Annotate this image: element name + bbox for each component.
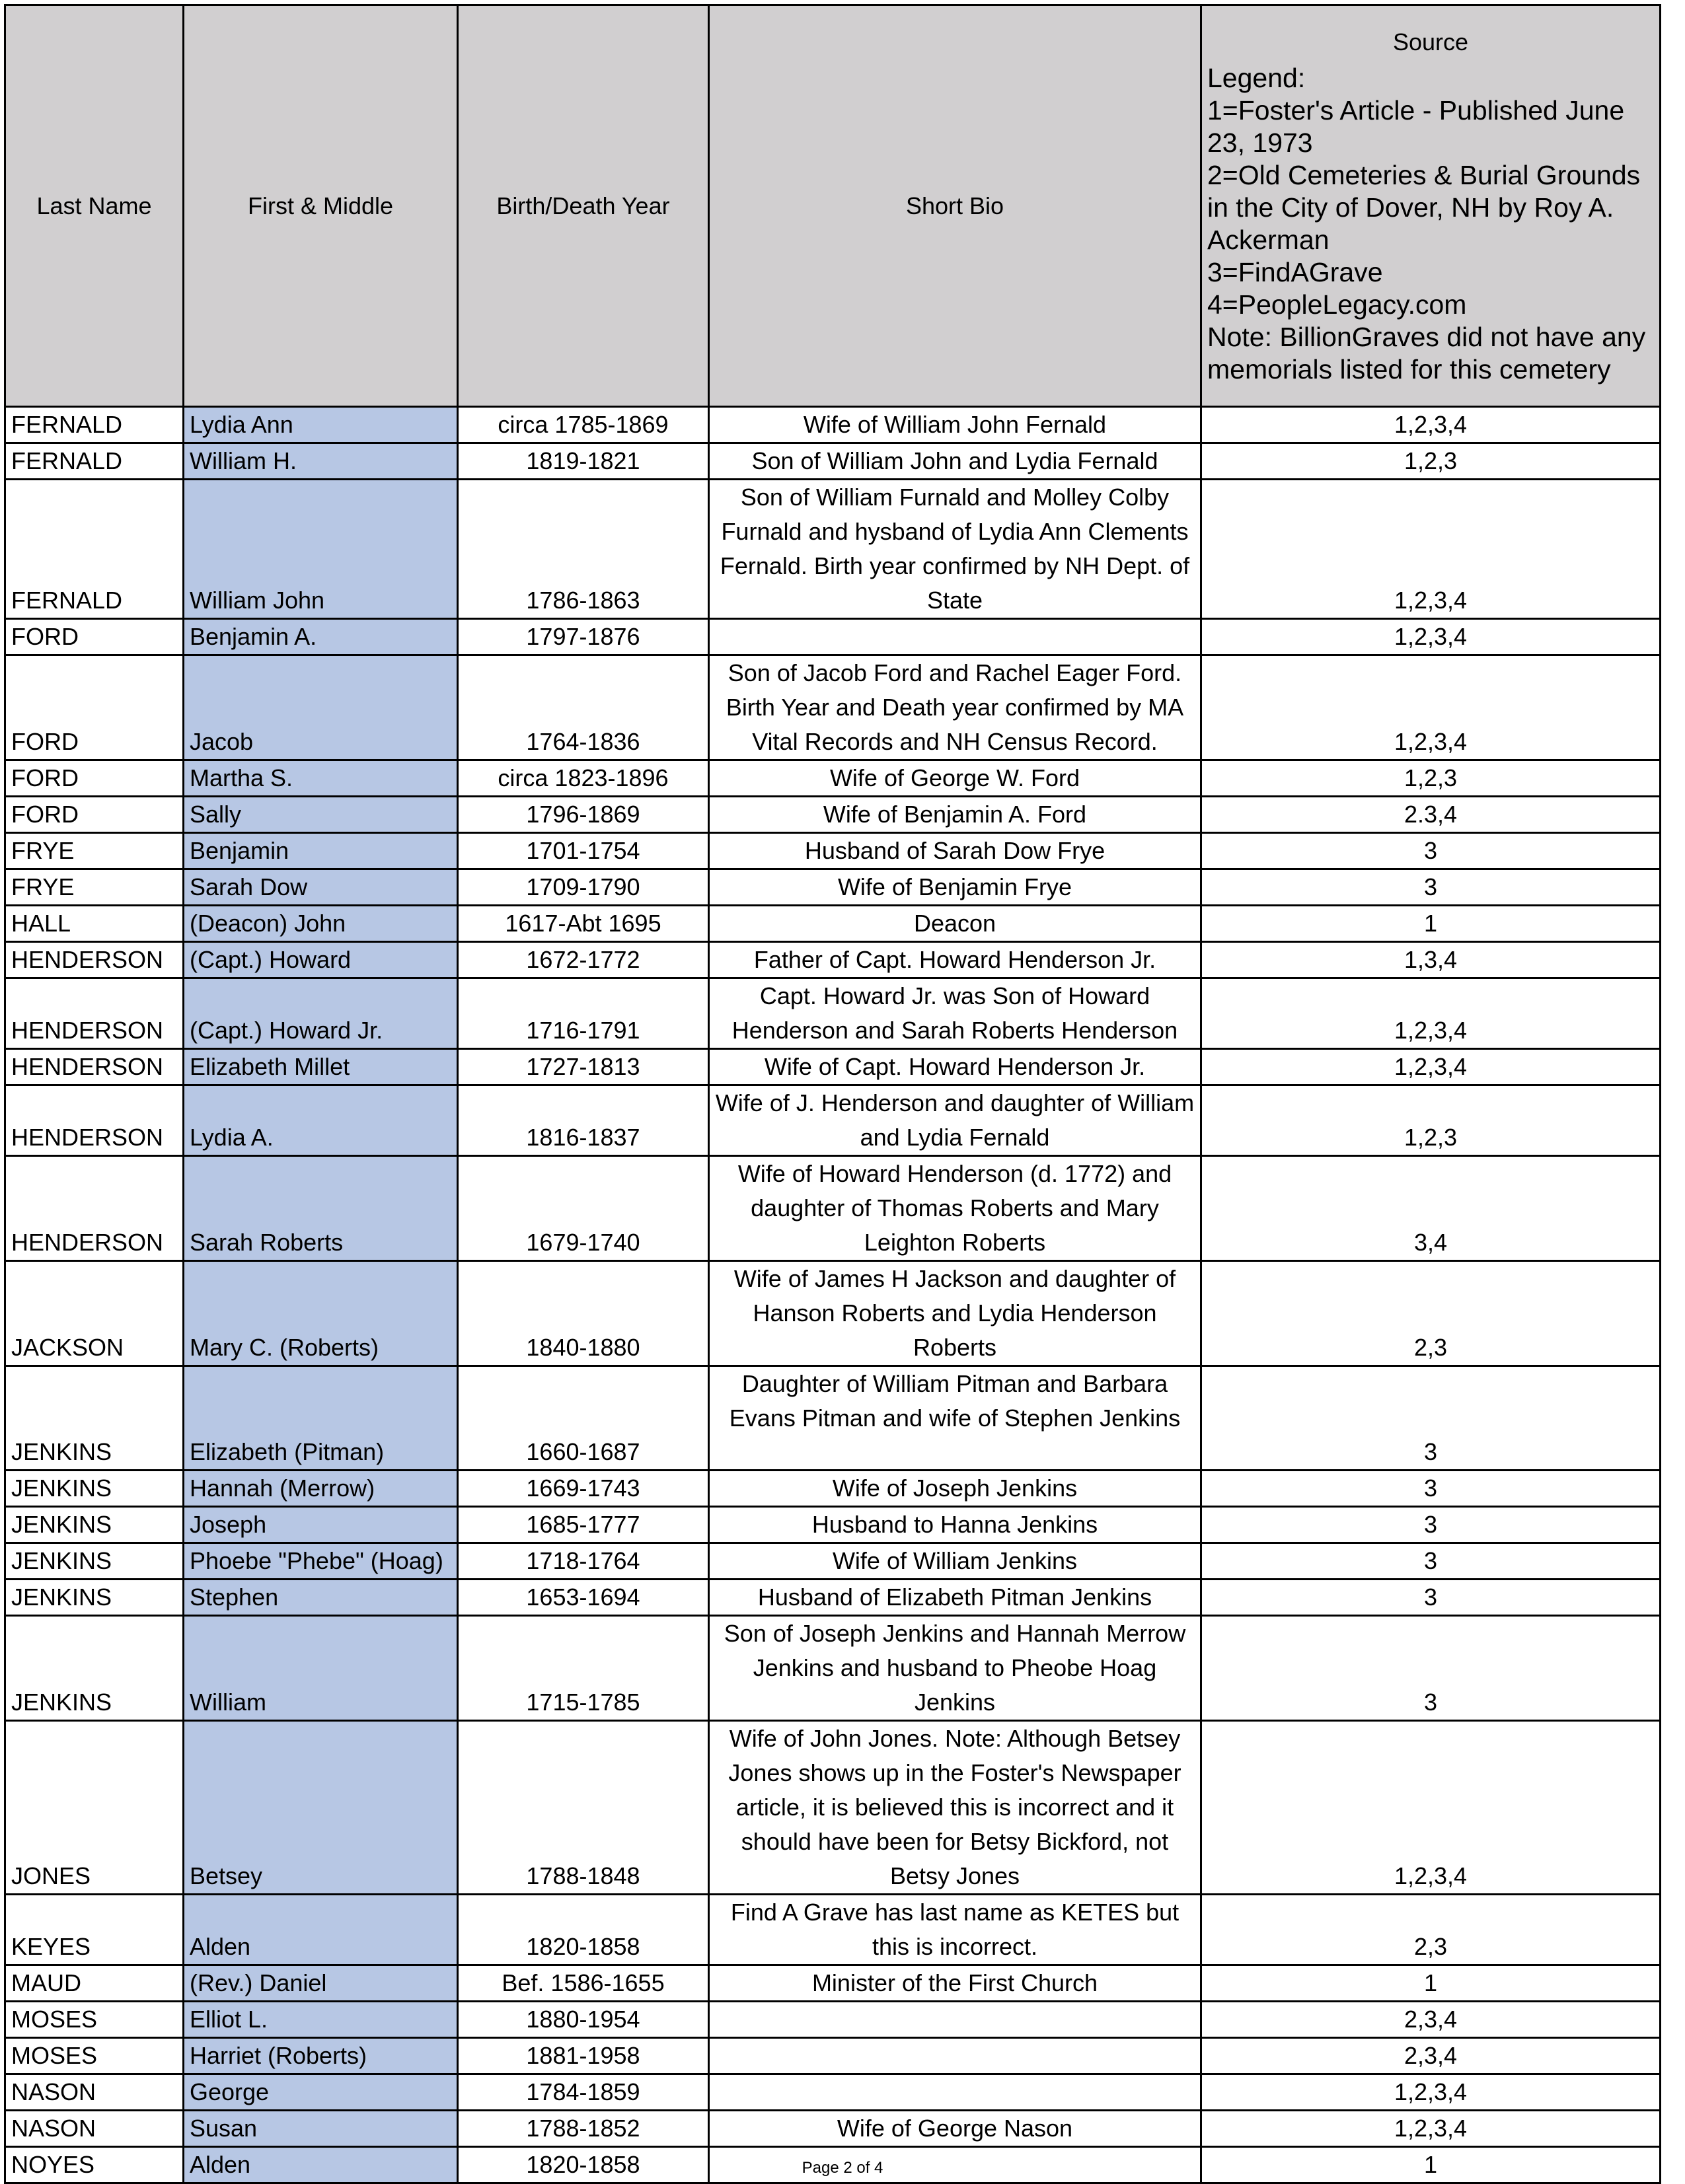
cell-first-middle: Sarah Dow (184, 869, 458, 906)
cell-last-name: MAUD (5, 1965, 184, 2002)
cell-short-bio: Son of Jacob Ford and Rachel Eager Ford. Birth Year and Death year confirmed by MA Vital Records and NH Census Record. (709, 655, 1201, 760)
cell-first-middle: Hannah (Merrow) (184, 1471, 458, 1507)
cell-birth-death: 1679-1740 (458, 1156, 709, 1261)
cell-first-middle: (Rev.) Daniel (184, 1965, 458, 2002)
cell-first-middle: Benjamin (184, 833, 458, 869)
cell-last-name: HENDERSON (5, 978, 184, 1049)
table-row (5, 480, 1661, 619)
table-row (5, 2111, 1661, 2147)
table-row (5, 1156, 1661, 1261)
cell-source: 2,3 (1201, 1895, 1661, 1965)
cell-short-bio (709, 619, 1201, 655)
legend-line: 4=PeopleLegacy.com (1207, 289, 1467, 320)
table-row (5, 1721, 1661, 1895)
cell-last-name: FERNALD (5, 480, 184, 619)
cell-source: 3,4 (1201, 1156, 1661, 1261)
cell-short-bio: Wife of George Nason (709, 2111, 1201, 2147)
cell-birth-death: 1786-1863 (458, 480, 709, 619)
cell-first-middle: William H. (184, 443, 458, 480)
cell-last-name: FORD (5, 655, 184, 760)
cell-first-middle: (Capt.) Howard (184, 942, 458, 978)
cell-last-name: KEYES (5, 1895, 184, 1965)
cell-first-middle: Benjamin A. (184, 619, 458, 655)
source-legend (1207, 62, 1654, 386)
cell-last-name: HENDERSON (5, 1085, 184, 1156)
cell-short-bio: Wife of George W. Ford (709, 760, 1201, 797)
table-row (5, 1965, 1661, 2002)
cell-source: 1,2,3 (1201, 1085, 1661, 1156)
cell-first-middle: Martha S. (184, 760, 458, 797)
legend-line: 3=FindAGrave (1207, 257, 1383, 287)
cell-source: 1,2,3,4 (1201, 1049, 1661, 1085)
cell-first-middle: Harriet (Roberts) (184, 2038, 458, 2074)
cell-birth-death: 1881-1958 (458, 2038, 709, 2074)
cell-first-middle: Stephen (184, 1580, 458, 1616)
table-row (5, 1049, 1661, 1085)
cell-birth-death: 1672-1772 (458, 942, 709, 978)
cell-first-middle: William (184, 1616, 458, 1721)
cell-last-name: NASON (5, 2111, 184, 2147)
cell-source: 1,2,3,4 (1201, 407, 1661, 443)
cell-short-bio: Son of William John and Lydia Fernald (709, 443, 1201, 480)
table-row (5, 978, 1661, 1049)
table-body (5, 407, 1661, 2183)
header-first-middle: First & Middle (184, 5, 458, 407)
cell-last-name: JENKINS (5, 1507, 184, 1543)
cell-short-bio: Minister of the First Church (709, 1965, 1201, 2002)
table-row (5, 1366, 1661, 1471)
cell-first-middle: Alden (184, 1895, 458, 1965)
cell-short-bio: Wife of J. Henderson and daughter of William and Lydia Fernald (709, 1085, 1201, 1156)
header-source-title: Source (1392, 28, 1469, 55)
cell-last-name: JENKINS (5, 1471, 184, 1507)
cell-short-bio: Wife of James H Jackson and daughter of Hanson Roberts and Lydia Henderson Roberts (709, 1261, 1201, 1366)
cell-birth-death: 1796-1869 (458, 797, 709, 833)
table-row (5, 2002, 1661, 2038)
cell-source: 1,2,3,4 (1201, 619, 1661, 655)
cell-birth-death: circa 1785-1869 (458, 407, 709, 443)
cell-birth-death: 1653-1694 (458, 1580, 709, 1616)
table-row (5, 1085, 1661, 1156)
cell-short-bio: Wife of Howard Henderson (d. 1772) and daughter of Thomas Roberts and Mary Leighton Roberts (709, 1156, 1201, 1261)
cell-first-middle: Elizabeth (Pitman) (184, 1366, 458, 1471)
legend-line: 1=Foster's Article - Published June 23, 1973 (1207, 95, 1625, 158)
table-row (5, 1616, 1661, 1721)
page-footer: Page 2 of 4 (802, 2159, 883, 2177)
cell-birth-death: 1819-1821 (458, 443, 709, 480)
cell-birth-death: Bef. 1586-1655 (458, 1965, 709, 2002)
legend-line: Legend: (1207, 63, 1306, 93)
cell-last-name: JENKINS (5, 1366, 184, 1471)
cell-source: 3 (1201, 1580, 1661, 1616)
cell-last-name: FORD (5, 619, 184, 655)
cell-first-middle: Phoebe "Phebe" (Hoag) (184, 1543, 458, 1580)
cell-first-middle: (Deacon) John (184, 906, 458, 942)
cell-source: 1,2,3,4 (1201, 2111, 1661, 2147)
cell-first-middle: Betsey (184, 1721, 458, 1895)
table-row (5, 2074, 1661, 2111)
cell-birth-death: 1709-1790 (458, 869, 709, 906)
cell-first-middle: Elizabeth Millet (184, 1049, 458, 1085)
cell-last-name: FERNALD (5, 407, 184, 443)
table-row (5, 1543, 1661, 1580)
cell-source: 1 (1201, 1965, 1661, 2002)
header-source (1201, 5, 1661, 407)
table-row (5, 1261, 1661, 1366)
table-row (5, 407, 1661, 443)
cell-short-bio: Daughter of William Pitman and Barbara Evans Pitman and wife of Stephen Jenkins (709, 1366, 1201, 1471)
cell-short-bio: Husband to Hanna Jenkins (709, 1507, 1201, 1543)
cell-birth-death: 1727-1813 (458, 1049, 709, 1085)
cell-source: 1,2,3,4 (1201, 1721, 1661, 1895)
cell-first-middle: Susan (184, 2111, 458, 2147)
cell-birth-death: 1660-1687 (458, 1366, 709, 1471)
cell-last-name: HALL (5, 906, 184, 942)
cell-source: 3 (1201, 869, 1661, 906)
cell-last-name: MOSES (5, 2002, 184, 2038)
cell-birth-death: 1880-1954 (458, 2002, 709, 2038)
cell-first-middle: Lydia A. (184, 1085, 458, 1156)
cell-source: 1,2,3 (1201, 760, 1661, 797)
cell-first-middle: Mary C. (Roberts) (184, 1261, 458, 1366)
cell-first-middle: Sarah Roberts (184, 1156, 458, 1261)
table-row (5, 443, 1661, 480)
cell-short-bio (709, 2002, 1201, 2038)
cell-last-name: JENKINS (5, 1543, 184, 1580)
cell-short-bio (709, 2074, 1201, 2111)
cell-birth-death: 1718-1764 (458, 1543, 709, 1580)
cell-short-bio: Son of William Furnald and Molley Colby Furnald and hysband of Lydia Ann Clements Fernald. Birth year confirmed by NH Dept. of State (709, 480, 1201, 619)
cell-last-name: HENDERSON (5, 1156, 184, 1261)
table-row (5, 1580, 1661, 1616)
cell-last-name: FRYE (5, 833, 184, 869)
cell-first-middle: Sally (184, 797, 458, 833)
cell-short-bio: Wife of William Jenkins (709, 1543, 1201, 1580)
legend-line: 2=Old Cemeteries & Burial Grounds in the City of Dover, NH by Roy A. Ackerman (1207, 160, 1641, 255)
cell-source: 3 (1201, 1507, 1661, 1543)
cell-source: 1,3,4 (1201, 942, 1661, 978)
cell-birth-death: 1788-1852 (458, 2111, 709, 2147)
cell-short-bio: Wife of William John Fernald (709, 407, 1201, 443)
cell-short-bio (709, 2038, 1201, 2074)
cell-source: 1,2,3,4 (1201, 655, 1661, 760)
cell-source: 1 (1201, 2147, 1661, 2183)
cell-birth-death: 1715-1785 (458, 1616, 709, 1721)
table-row (5, 1471, 1661, 1507)
table-row (5, 797, 1661, 833)
header-last-name: Last Name (5, 5, 184, 407)
table-row (5, 833, 1661, 869)
cell-source: 3 (1201, 1616, 1661, 1721)
header-birth-death: Birth/Death Year (458, 5, 709, 407)
cell-short-bio: Father of Capt. Howard Henderson Jr. (709, 942, 1201, 978)
cell-source: 3 (1201, 833, 1661, 869)
genealogy-table (4, 4, 1661, 2184)
cell-short-bio: Find A Grave has last name as KETES but this is incorrect. (709, 1895, 1201, 1965)
cell-birth-death: circa 1823-1896 (458, 760, 709, 797)
table-row (5, 655, 1661, 760)
cell-last-name: JENKINS (5, 1580, 184, 1616)
cell-source: 1 (1201, 906, 1661, 942)
cell-birth-death: 1784-1859 (458, 2074, 709, 2111)
cell-first-middle: Jacob (184, 655, 458, 760)
cell-source: 1,2,3,4 (1201, 2074, 1661, 2111)
table-row (5, 1507, 1661, 1543)
cell-first-middle: Elliot L. (184, 2002, 458, 2038)
cell-birth-death: 1764-1836 (458, 655, 709, 760)
cell-short-bio: Wife of Benjamin Frye (709, 869, 1201, 906)
cell-short-bio: Wife of Benjamin A. Ford (709, 797, 1201, 833)
cell-source: 3 (1201, 1471, 1661, 1507)
cell-last-name: NOYES (5, 2147, 184, 2183)
cell-short-bio: Wife of John Jones. Note: Although Betsey Jones shows up in the Foster's Newspaper article, it is believed this is incorrect and it should have been for Betsy Bickford, not Betsy Jones (709, 1721, 1201, 1895)
cell-last-name: JENKINS (5, 1616, 184, 1721)
cell-first-middle: George (184, 2074, 458, 2111)
cell-birth-death: 1816-1837 (458, 1085, 709, 1156)
table-row (5, 942, 1661, 978)
table-row (5, 906, 1661, 942)
header-row (5, 5, 1661, 407)
cell-birth-death: 1617-Abt 1695 (458, 906, 709, 942)
cell-last-name: FRYE (5, 869, 184, 906)
cell-first-middle: (Capt.) Howard Jr. (184, 978, 458, 1049)
cell-last-name: NASON (5, 2074, 184, 2111)
cell-birth-death: 1820-1858 (458, 1895, 709, 1965)
cell-birth-death: 1685-1777 (458, 1507, 709, 1543)
cell-source: 1,2,3,4 (1201, 978, 1661, 1049)
cell-last-name: FORD (5, 797, 184, 833)
cell-birth-death: 1701-1754 (458, 833, 709, 869)
cell-source: 3 (1201, 1543, 1661, 1580)
table-row (5, 760, 1661, 797)
cell-source: 1,2,3 (1201, 443, 1661, 480)
cell-first-middle: William John (184, 480, 458, 619)
cell-source: 2,3,4 (1201, 2002, 1661, 2038)
table-row (5, 869, 1661, 906)
cell-short-bio: Husband of Sarah Dow Frye (709, 833, 1201, 869)
table-row (5, 1895, 1661, 1965)
cell-short-bio: Deacon (709, 906, 1201, 942)
cell-last-name: FERNALD (5, 443, 184, 480)
cell-last-name: MOSES (5, 2038, 184, 2074)
header-short-bio: Short Bio (709, 5, 1201, 407)
cell-short-bio: Wife of Joseph Jenkins (709, 1471, 1201, 1507)
cell-source: 1,2,3,4 (1201, 480, 1661, 619)
cell-short-bio: Wife of Capt. Howard Henderson Jr. (709, 1049, 1201, 1085)
cell-source: 2,3 (1201, 1261, 1661, 1366)
cell-first-middle: Joseph (184, 1507, 458, 1543)
cell-birth-death: 1820-1858 (458, 2147, 709, 2183)
cell-birth-death: 1716-1791 (458, 978, 709, 1049)
cell-birth-death: 1788-1848 (458, 1721, 709, 1895)
table-row (5, 2038, 1661, 2074)
cell-source: 2.3,4 (1201, 797, 1661, 833)
cell-first-middle: Alden (184, 2147, 458, 2183)
cell-birth-death: 1797-1876 (458, 619, 709, 655)
cell-last-name: HENDERSON (5, 942, 184, 978)
cell-source: 3 (1201, 1366, 1661, 1471)
cell-short-bio: Son of Joseph Jenkins and Hannah Merrow Jenkins and husband to Pheobe Hoag Jenkins (709, 1616, 1201, 1721)
cell-birth-death: 1669-1743 (458, 1471, 709, 1507)
table-row (5, 619, 1661, 655)
cell-last-name: HENDERSON (5, 1049, 184, 1085)
cell-first-middle: Lydia Ann (184, 407, 458, 443)
cell-birth-death: 1840-1880 (458, 1261, 709, 1366)
legend-line: Note: BillionGraves did not have any memorials listed for this cemetery (1207, 322, 1646, 384)
cell-short-bio: Capt. Howard Jr. was Son of Howard Henderson and Sarah Roberts Henderson (709, 978, 1201, 1049)
cell-source: 2,3,4 (1201, 2038, 1661, 2074)
cell-last-name: JACKSON (5, 1261, 184, 1366)
cell-short-bio: Husband of Elizabeth Pitman Jenkins (709, 1580, 1201, 1616)
cell-last-name: FORD (5, 760, 184, 797)
cell-last-name: JONES (5, 1721, 184, 1895)
